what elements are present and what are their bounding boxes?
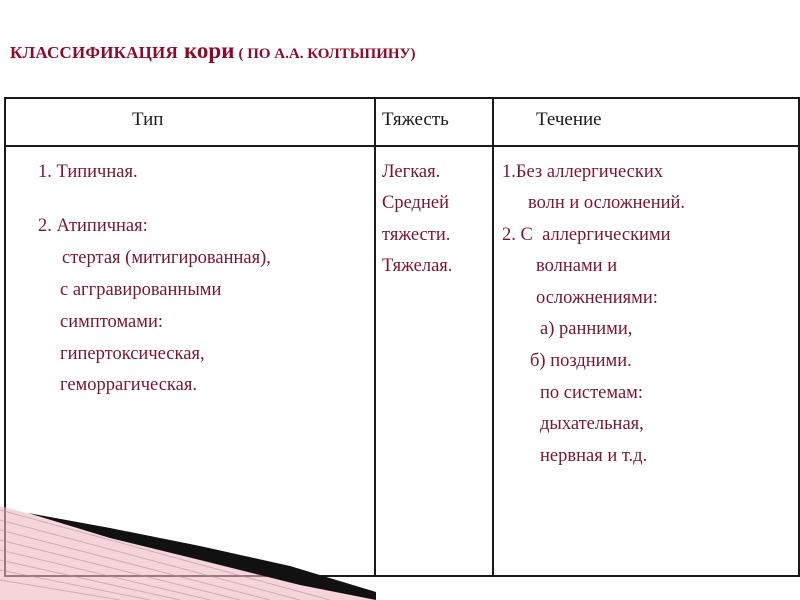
swoosh-hatch-lines — [0, 510, 330, 600]
severity-item: тяжести. — [382, 225, 451, 245]
course-item: 2. С аллергическими — [502, 225, 671, 245]
table-col-divider-1 — [374, 97, 376, 577]
type-typical: 1. Типичная. — [38, 162, 138, 182]
table-border-top — [4, 97, 800, 99]
title-part-1: КЛАССИФИКАЦИЯ — [10, 43, 178, 62]
title-part-3: ( ПО А.А. КОЛТЫПИНУ) — [238, 46, 416, 62]
atypical-item: с аггравированными — [60, 280, 222, 300]
course-item: б) поздними. — [530, 351, 632, 371]
type-atypical: 2. Атипичная: — [38, 216, 148, 236]
atypical-item: стертая (митигированная), — [62, 248, 271, 268]
title-part-2: кори — [183, 38, 235, 63]
severity-item: Тяжелая. — [382, 256, 453, 276]
table-col-divider-2 — [492, 97, 494, 577]
course-item: дыхательная, — [540, 414, 644, 434]
atypical-item: гипертоксическая, — [60, 344, 205, 364]
atypical-item: геморрагическая. — [60, 375, 197, 395]
atypical-item: симптомами: — [60, 312, 163, 332]
course-item: 1.Без аллергических — [502, 162, 663, 182]
table-header-divider — [4, 145, 800, 147]
course-item: волн и осложнений. — [528, 193, 686, 213]
header-type: Тип — [132, 109, 164, 130]
course-item: а) ранними, — [540, 319, 633, 339]
swoosh-black-stroke — [28, 513, 376, 600]
table-border-left — [4, 97, 6, 577]
course-item: по системам: — [540, 383, 644, 403]
severity-item: Легкая. — [382, 162, 441, 182]
course-item: осложнениями: — [536, 288, 658, 308]
page-title — [10, 38, 416, 64]
header-severity: Тяжесть — [382, 109, 449, 130]
swoosh-pink-band — [0, 506, 376, 600]
table-border-bottom — [4, 575, 800, 577]
course-item: нервная и т.д. — [540, 446, 648, 466]
header-course: Течение — [536, 109, 602, 130]
severity-item: Средней — [382, 193, 449, 213]
course-item: волнами и — [536, 256, 618, 276]
